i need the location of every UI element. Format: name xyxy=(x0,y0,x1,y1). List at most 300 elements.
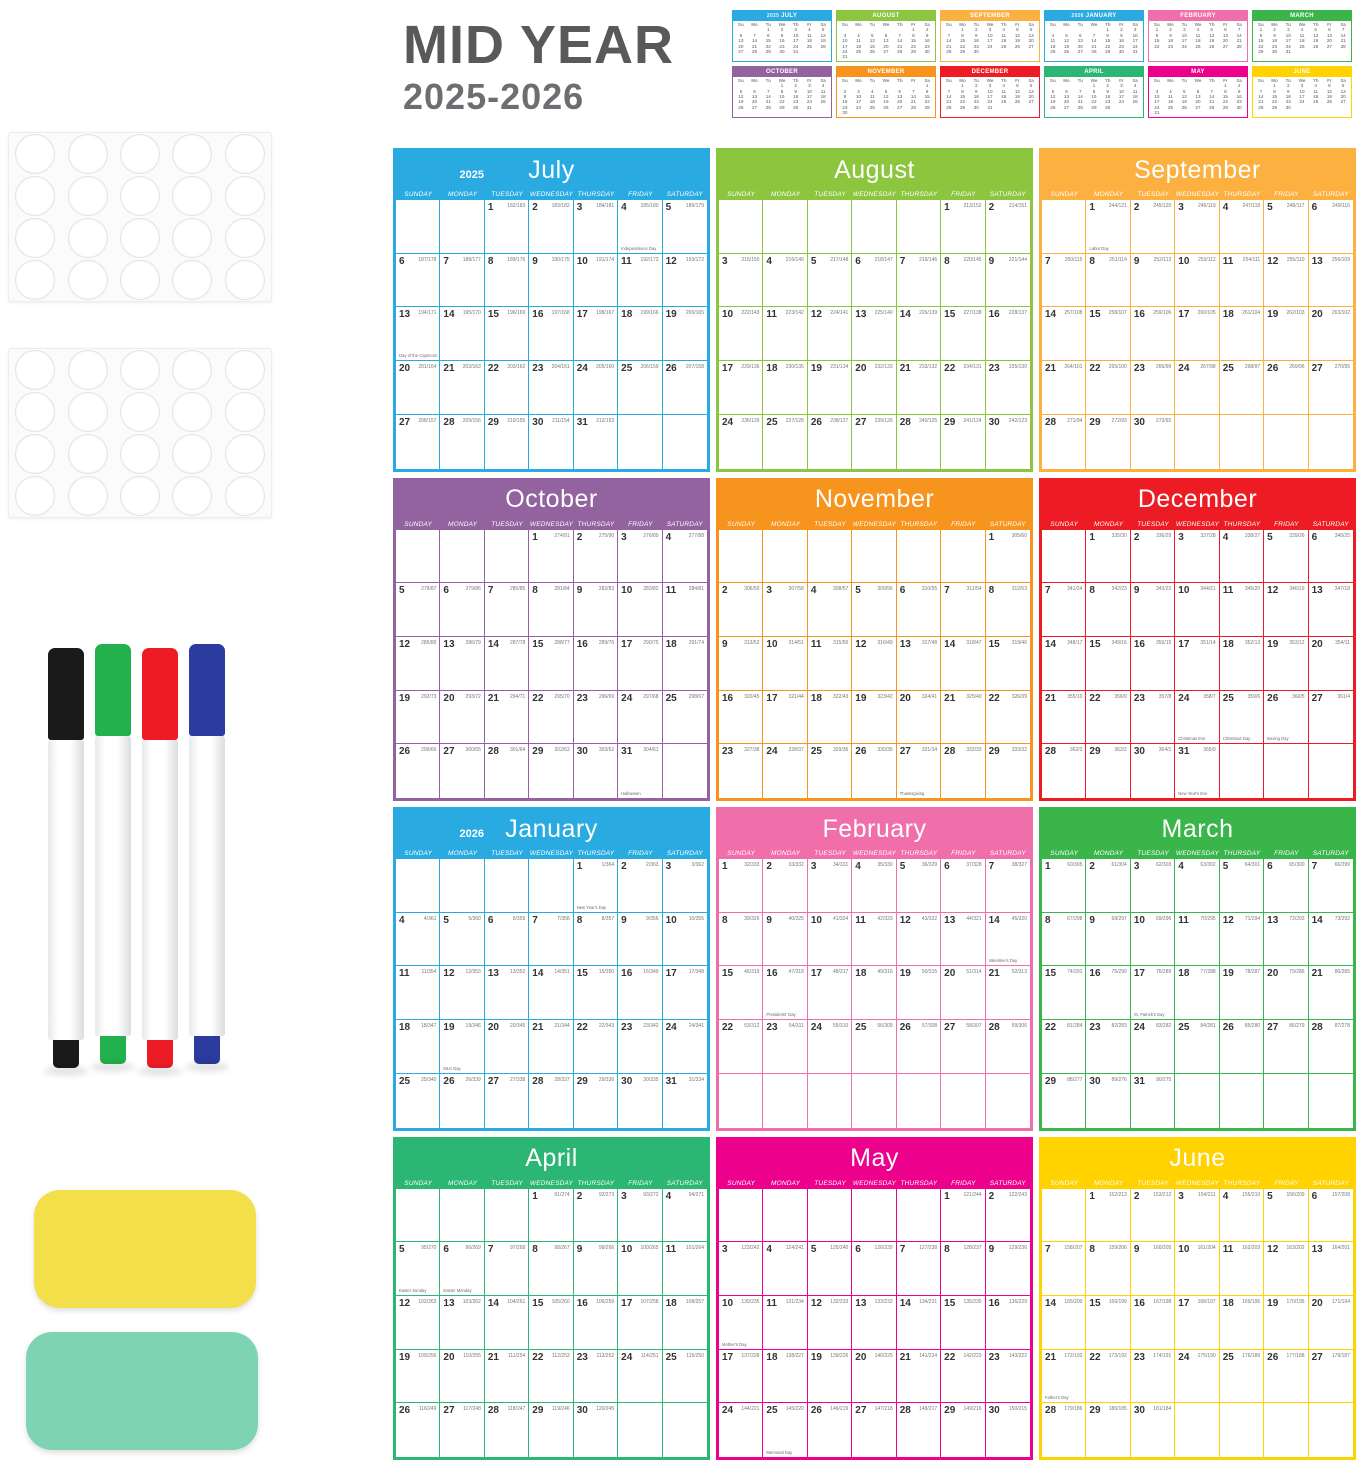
empty-cell[interactable] xyxy=(396,530,440,584)
day-cell[interactable] xyxy=(1086,637,1130,691)
day-cell[interactable] xyxy=(986,1296,1030,1350)
day-cell[interactable] xyxy=(1175,859,1219,913)
day-cell[interactable] xyxy=(1264,583,1308,637)
day-cell[interactable] xyxy=(986,254,1030,308)
day-cell[interactable] xyxy=(529,1242,573,1296)
empty-cell[interactable] xyxy=(941,530,985,584)
day-cell[interactable] xyxy=(618,637,662,691)
day-cell[interactable] xyxy=(663,583,707,637)
day-cell[interactable] xyxy=(618,1296,662,1350)
day-cell[interactable] xyxy=(1309,1242,1353,1296)
day-cell[interactable] xyxy=(618,913,662,967)
day-cell[interactable] xyxy=(897,415,941,469)
day-cell[interactable] xyxy=(574,913,618,967)
empty-cell[interactable] xyxy=(485,530,529,584)
empty-cell[interactable] xyxy=(1220,415,1264,469)
day-cell[interactable] xyxy=(529,637,573,691)
day-cell[interactable] xyxy=(1220,859,1264,913)
empty-cell[interactable] xyxy=(1309,1074,1353,1128)
day-cell[interactable] xyxy=(618,744,662,798)
day-cell[interactable] xyxy=(485,1403,529,1457)
day-cell[interactable] xyxy=(663,859,707,913)
empty-cell[interactable] xyxy=(529,859,573,913)
day-cell[interactable] xyxy=(1175,1020,1219,1074)
day-cell[interactable] xyxy=(529,307,573,361)
day-cell[interactable] xyxy=(852,254,896,308)
day-cell[interactable] xyxy=(1175,1350,1219,1404)
empty-cell[interactable] xyxy=(763,530,807,584)
day-cell[interactable] xyxy=(1042,415,1086,469)
empty-cell[interactable] xyxy=(485,1189,529,1243)
day-cell[interactable] xyxy=(1264,530,1308,584)
day-cell[interactable] xyxy=(485,361,529,415)
day-cell[interactable] xyxy=(485,966,529,1020)
day-cell[interactable] xyxy=(485,1350,529,1404)
day-cell[interactable] xyxy=(1086,1350,1130,1404)
day-cell[interactable] xyxy=(1175,530,1219,584)
day-cell[interactable] xyxy=(1309,1296,1353,1350)
day-cell[interactable] xyxy=(1220,691,1264,745)
empty-cell[interactable] xyxy=(618,1403,662,1457)
day-cell[interactable] xyxy=(1086,1403,1130,1457)
day-cell[interactable] xyxy=(897,913,941,967)
day-cell[interactable] xyxy=(763,859,807,913)
day-cell[interactable] xyxy=(763,1242,807,1296)
day-cell[interactable] xyxy=(897,1296,941,1350)
day-cell[interactable] xyxy=(1086,691,1130,745)
day-cell[interactable] xyxy=(618,1242,662,1296)
day-cell[interactable] xyxy=(1309,1189,1353,1243)
empty-cell[interactable] xyxy=(396,200,440,254)
empty-cell[interactable] xyxy=(440,200,484,254)
day-cell[interactable] xyxy=(986,361,1030,415)
day-cell[interactable] xyxy=(763,361,807,415)
day-cell[interactable] xyxy=(941,1189,985,1243)
empty-cell[interactable] xyxy=(1264,1074,1308,1128)
day-cell[interactable] xyxy=(529,744,573,798)
day-cell[interactable] xyxy=(1042,913,1086,967)
day-cell[interactable] xyxy=(396,1296,440,1350)
day-cell[interactable] xyxy=(1175,254,1219,308)
day-cell[interactable] xyxy=(574,1242,618,1296)
day-cell[interactable] xyxy=(808,1020,852,1074)
day-cell[interactable] xyxy=(1220,200,1264,254)
empty-cell[interactable] xyxy=(1042,1189,1086,1243)
day-cell[interactable] xyxy=(852,1020,896,1074)
day-cell[interactable] xyxy=(941,307,985,361)
day-cell[interactable] xyxy=(1042,966,1086,1020)
day-cell[interactable] xyxy=(663,1350,707,1404)
day-cell[interactable] xyxy=(440,1296,484,1350)
day-cell[interactable] xyxy=(719,415,763,469)
day-cell[interactable] xyxy=(897,254,941,308)
day-cell[interactable] xyxy=(618,583,662,637)
day-cell[interactable] xyxy=(396,583,440,637)
day-cell[interactable] xyxy=(663,530,707,584)
day-cell[interactable] xyxy=(663,1074,707,1128)
empty-cell[interactable] xyxy=(763,1189,807,1243)
day-cell[interactable] xyxy=(1264,307,1308,361)
day-cell[interactable] xyxy=(941,637,985,691)
day-cell[interactable] xyxy=(1175,200,1219,254)
empty-cell[interactable] xyxy=(1042,200,1086,254)
day-cell[interactable] xyxy=(440,583,484,637)
day-cell[interactable] xyxy=(1042,637,1086,691)
day-cell[interactable] xyxy=(1309,307,1353,361)
day-cell[interactable] xyxy=(618,200,662,254)
day-cell[interactable] xyxy=(396,415,440,469)
day-cell[interactable] xyxy=(852,415,896,469)
day-cell[interactable] xyxy=(529,966,573,1020)
day-cell[interactable] xyxy=(808,583,852,637)
empty-cell[interactable] xyxy=(852,1189,896,1243)
day-cell[interactable] xyxy=(1042,1020,1086,1074)
day-cell[interactable] xyxy=(396,691,440,745)
empty-cell[interactable] xyxy=(663,1403,707,1457)
day-cell[interactable] xyxy=(763,1296,807,1350)
day-cell[interactable] xyxy=(852,859,896,913)
day-cell[interactable] xyxy=(1042,744,1086,798)
day-cell[interactable] xyxy=(396,637,440,691)
day-cell[interactable] xyxy=(618,1074,662,1128)
day-cell[interactable] xyxy=(1175,1189,1219,1243)
day-cell[interactable] xyxy=(719,859,763,913)
day-cell[interactable] xyxy=(986,583,1030,637)
empty-cell[interactable] xyxy=(485,859,529,913)
day-cell[interactable] xyxy=(1264,200,1308,254)
day-cell[interactable] xyxy=(1131,530,1175,584)
day-cell[interactable] xyxy=(719,1296,763,1350)
day-cell[interactable] xyxy=(1042,1403,1086,1457)
day-cell[interactable] xyxy=(1086,530,1130,584)
day-cell[interactable] xyxy=(1086,1189,1130,1243)
day-cell[interactable] xyxy=(663,1020,707,1074)
empty-cell[interactable] xyxy=(897,1189,941,1243)
day-cell[interactable] xyxy=(1131,744,1175,798)
day-cell[interactable] xyxy=(897,1403,941,1457)
day-cell[interactable] xyxy=(763,254,807,308)
empty-cell[interactable] xyxy=(1175,415,1219,469)
day-cell[interactable] xyxy=(986,1020,1030,1074)
day-cell[interactable] xyxy=(852,361,896,415)
empty-cell[interactable] xyxy=(663,744,707,798)
day-cell[interactable] xyxy=(618,361,662,415)
day-cell[interactable] xyxy=(485,744,529,798)
day-cell[interactable] xyxy=(618,859,662,913)
day-cell[interactable] xyxy=(485,1020,529,1074)
day-cell[interactable] xyxy=(852,1296,896,1350)
day-cell[interactable] xyxy=(763,1403,807,1457)
empty-cell[interactable] xyxy=(1264,1403,1308,1457)
day-cell[interactable] xyxy=(852,1403,896,1457)
empty-cell[interactable] xyxy=(1309,1403,1353,1457)
day-cell[interactable] xyxy=(1309,1350,1353,1404)
day-cell[interactable] xyxy=(986,637,1030,691)
day-cell[interactable] xyxy=(852,307,896,361)
day-cell[interactable] xyxy=(1042,361,1086,415)
day-cell[interactable] xyxy=(1220,637,1264,691)
day-cell[interactable] xyxy=(1220,254,1264,308)
day-cell[interactable] xyxy=(1175,913,1219,967)
day-cell[interactable] xyxy=(663,966,707,1020)
empty-cell[interactable] xyxy=(396,1189,440,1243)
day-cell[interactable] xyxy=(1131,1074,1175,1128)
day-cell[interactable] xyxy=(440,1403,484,1457)
day-cell[interactable] xyxy=(897,361,941,415)
day-cell[interactable] xyxy=(1264,691,1308,745)
day-cell[interactable] xyxy=(1086,415,1130,469)
day-cell[interactable] xyxy=(763,415,807,469)
day-cell[interactable] xyxy=(1042,1350,1086,1404)
day-cell[interactable] xyxy=(808,691,852,745)
day-cell[interactable] xyxy=(1220,1242,1264,1296)
day-cell[interactable] xyxy=(897,307,941,361)
day-cell[interactable] xyxy=(1131,691,1175,745)
empty-cell[interactable] xyxy=(808,200,852,254)
day-cell[interactable] xyxy=(663,691,707,745)
day-cell[interactable] xyxy=(852,1350,896,1404)
day-cell[interactable] xyxy=(1220,583,1264,637)
day-cell[interactable] xyxy=(719,913,763,967)
day-cell[interactable] xyxy=(1309,583,1353,637)
empty-cell[interactable] xyxy=(897,200,941,254)
day-cell[interactable] xyxy=(440,637,484,691)
day-cell[interactable] xyxy=(440,913,484,967)
day-cell[interactable] xyxy=(574,1020,618,1074)
day-cell[interactable] xyxy=(574,1350,618,1404)
day-cell[interactable] xyxy=(1086,361,1130,415)
day-cell[interactable] xyxy=(1042,1296,1086,1350)
day-cell[interactable] xyxy=(440,691,484,745)
day-cell[interactable] xyxy=(396,361,440,415)
day-cell[interactable] xyxy=(808,913,852,967)
empty-cell[interactable] xyxy=(1220,1403,1264,1457)
day-cell[interactable] xyxy=(808,966,852,1020)
day-cell[interactable] xyxy=(574,691,618,745)
day-cell[interactable] xyxy=(1264,1020,1308,1074)
day-cell[interactable] xyxy=(941,691,985,745)
day-cell[interactable] xyxy=(1131,361,1175,415)
empty-cell[interactable] xyxy=(440,530,484,584)
empty-cell[interactable] xyxy=(396,859,440,913)
day-cell[interactable] xyxy=(574,1189,618,1243)
day-cell[interactable] xyxy=(1309,530,1353,584)
day-cell[interactable] xyxy=(808,1242,852,1296)
day-cell[interactable] xyxy=(719,361,763,415)
day-cell[interactable] xyxy=(1309,913,1353,967)
day-cell[interactable] xyxy=(1131,913,1175,967)
day-cell[interactable] xyxy=(1086,307,1130,361)
day-cell[interactable] xyxy=(1131,637,1175,691)
day-cell[interactable] xyxy=(618,307,662,361)
day-cell[interactable] xyxy=(808,744,852,798)
day-cell[interactable] xyxy=(1220,1020,1264,1074)
day-cell[interactable] xyxy=(1131,1020,1175,1074)
empty-cell[interactable] xyxy=(897,530,941,584)
day-cell[interactable] xyxy=(986,1350,1030,1404)
day-cell[interactable] xyxy=(574,200,618,254)
day-cell[interactable] xyxy=(941,1020,985,1074)
day-cell[interactable] xyxy=(574,307,618,361)
day-cell[interactable] xyxy=(897,1242,941,1296)
day-cell[interactable] xyxy=(986,307,1030,361)
day-cell[interactable] xyxy=(1131,1403,1175,1457)
day-cell[interactable] xyxy=(808,859,852,913)
day-cell[interactable] xyxy=(1220,1296,1264,1350)
empty-cell[interactable] xyxy=(663,415,707,469)
day-cell[interactable] xyxy=(529,415,573,469)
day-cell[interactable] xyxy=(1086,913,1130,967)
day-cell[interactable] xyxy=(1131,415,1175,469)
day-cell[interactable] xyxy=(1264,966,1308,1020)
day-cell[interactable] xyxy=(1175,966,1219,1020)
day-cell[interactable] xyxy=(440,966,484,1020)
day-cell[interactable] xyxy=(763,691,807,745)
day-cell[interactable] xyxy=(440,307,484,361)
day-cell[interactable] xyxy=(763,913,807,967)
empty-cell[interactable] xyxy=(763,200,807,254)
day-cell[interactable] xyxy=(440,1242,484,1296)
day-cell[interactable] xyxy=(1264,361,1308,415)
day-cell[interactable] xyxy=(485,415,529,469)
day-cell[interactable] xyxy=(897,691,941,745)
day-cell[interactable] xyxy=(852,691,896,745)
empty-cell[interactable] xyxy=(941,1074,985,1128)
day-cell[interactable] xyxy=(1042,307,1086,361)
day-cell[interactable] xyxy=(663,1296,707,1350)
day-cell[interactable] xyxy=(529,1350,573,1404)
day-cell[interactable] xyxy=(808,415,852,469)
day-cell[interactable] xyxy=(1264,254,1308,308)
day-cell[interactable] xyxy=(1309,200,1353,254)
empty-cell[interactable] xyxy=(808,1074,852,1128)
day-cell[interactable] xyxy=(852,583,896,637)
day-cell[interactable] xyxy=(529,361,573,415)
day-cell[interactable] xyxy=(986,1242,1030,1296)
day-cell[interactable] xyxy=(440,744,484,798)
day-cell[interactable] xyxy=(1220,530,1264,584)
day-cell[interactable] xyxy=(440,1074,484,1128)
day-cell[interactable] xyxy=(1220,307,1264,361)
day-cell[interactable] xyxy=(396,1403,440,1457)
day-cell[interactable] xyxy=(941,1350,985,1404)
day-cell[interactable] xyxy=(941,859,985,913)
empty-cell[interactable] xyxy=(719,200,763,254)
empty-cell[interactable] xyxy=(852,200,896,254)
day-cell[interactable] xyxy=(1086,583,1130,637)
day-cell[interactable] xyxy=(719,966,763,1020)
day-cell[interactable] xyxy=(719,583,763,637)
day-cell[interactable] xyxy=(941,1296,985,1350)
day-cell[interactable] xyxy=(529,913,573,967)
day-cell[interactable] xyxy=(663,307,707,361)
day-cell[interactable] xyxy=(1309,254,1353,308)
day-cell[interactable] xyxy=(763,744,807,798)
day-cell[interactable] xyxy=(440,361,484,415)
day-cell[interactable] xyxy=(897,637,941,691)
day-cell[interactable] xyxy=(574,637,618,691)
day-cell[interactable] xyxy=(396,254,440,308)
day-cell[interactable] xyxy=(986,200,1030,254)
empty-cell[interactable] xyxy=(1309,744,1353,798)
day-cell[interactable] xyxy=(396,966,440,1020)
day-cell[interactable] xyxy=(1264,1350,1308,1404)
day-cell[interactable] xyxy=(897,1020,941,1074)
day-cell[interactable] xyxy=(574,415,618,469)
day-cell[interactable] xyxy=(763,307,807,361)
day-cell[interactable] xyxy=(1086,1074,1130,1128)
day-cell[interactable] xyxy=(719,1020,763,1074)
day-cell[interactable] xyxy=(1175,583,1219,637)
day-cell[interactable] xyxy=(852,637,896,691)
day-cell[interactable] xyxy=(485,1296,529,1350)
day-cell[interactable] xyxy=(529,1296,573,1350)
empty-cell[interactable] xyxy=(440,1189,484,1243)
day-cell[interactable] xyxy=(574,966,618,1020)
day-cell[interactable] xyxy=(485,1242,529,1296)
day-cell[interactable] xyxy=(574,361,618,415)
day-cell[interactable] xyxy=(719,744,763,798)
day-cell[interactable] xyxy=(986,913,1030,967)
empty-cell[interactable] xyxy=(618,415,662,469)
day-cell[interactable] xyxy=(941,254,985,308)
day-cell[interactable] xyxy=(1264,637,1308,691)
day-cell[interactable] xyxy=(1264,1296,1308,1350)
day-cell[interactable] xyxy=(1042,1074,1086,1128)
day-cell[interactable] xyxy=(1131,1350,1175,1404)
day-cell[interactable] xyxy=(719,1403,763,1457)
day-cell[interactable] xyxy=(1086,200,1130,254)
day-cell[interactable] xyxy=(1042,691,1086,745)
day-cell[interactable] xyxy=(941,200,985,254)
day-cell[interactable] xyxy=(618,254,662,308)
day-cell[interactable] xyxy=(1220,966,1264,1020)
day-cell[interactable] xyxy=(485,913,529,967)
day-cell[interactable] xyxy=(1264,859,1308,913)
day-cell[interactable] xyxy=(396,1074,440,1128)
day-cell[interactable] xyxy=(485,200,529,254)
day-cell[interactable] xyxy=(1131,966,1175,1020)
day-cell[interactable] xyxy=(1086,966,1130,1020)
day-cell[interactable] xyxy=(529,254,573,308)
day-cell[interactable] xyxy=(574,1074,618,1128)
day-cell[interactable] xyxy=(941,1403,985,1457)
day-cell[interactable] xyxy=(529,1189,573,1243)
day-cell[interactable] xyxy=(618,530,662,584)
empty-cell[interactable] xyxy=(808,530,852,584)
day-cell[interactable] xyxy=(618,1350,662,1404)
day-cell[interactable] xyxy=(618,691,662,745)
day-cell[interactable] xyxy=(719,1242,763,1296)
day-cell[interactable] xyxy=(1131,307,1175,361)
day-cell[interactable] xyxy=(1220,361,1264,415)
day-cell[interactable] xyxy=(663,254,707,308)
empty-cell[interactable] xyxy=(1264,415,1308,469)
day-cell[interactable] xyxy=(485,637,529,691)
day-cell[interactable] xyxy=(574,254,618,308)
day-cell[interactable] xyxy=(808,254,852,308)
day-cell[interactable] xyxy=(1131,583,1175,637)
day-cell[interactable] xyxy=(1309,361,1353,415)
day-cell[interactable] xyxy=(529,583,573,637)
day-cell[interactable] xyxy=(897,583,941,637)
empty-cell[interactable] xyxy=(1175,1074,1219,1128)
day-cell[interactable] xyxy=(897,966,941,1020)
day-cell[interactable] xyxy=(440,1350,484,1404)
day-cell[interactable] xyxy=(1309,1020,1353,1074)
day-cell[interactable] xyxy=(663,1189,707,1243)
empty-cell[interactable] xyxy=(1309,415,1353,469)
